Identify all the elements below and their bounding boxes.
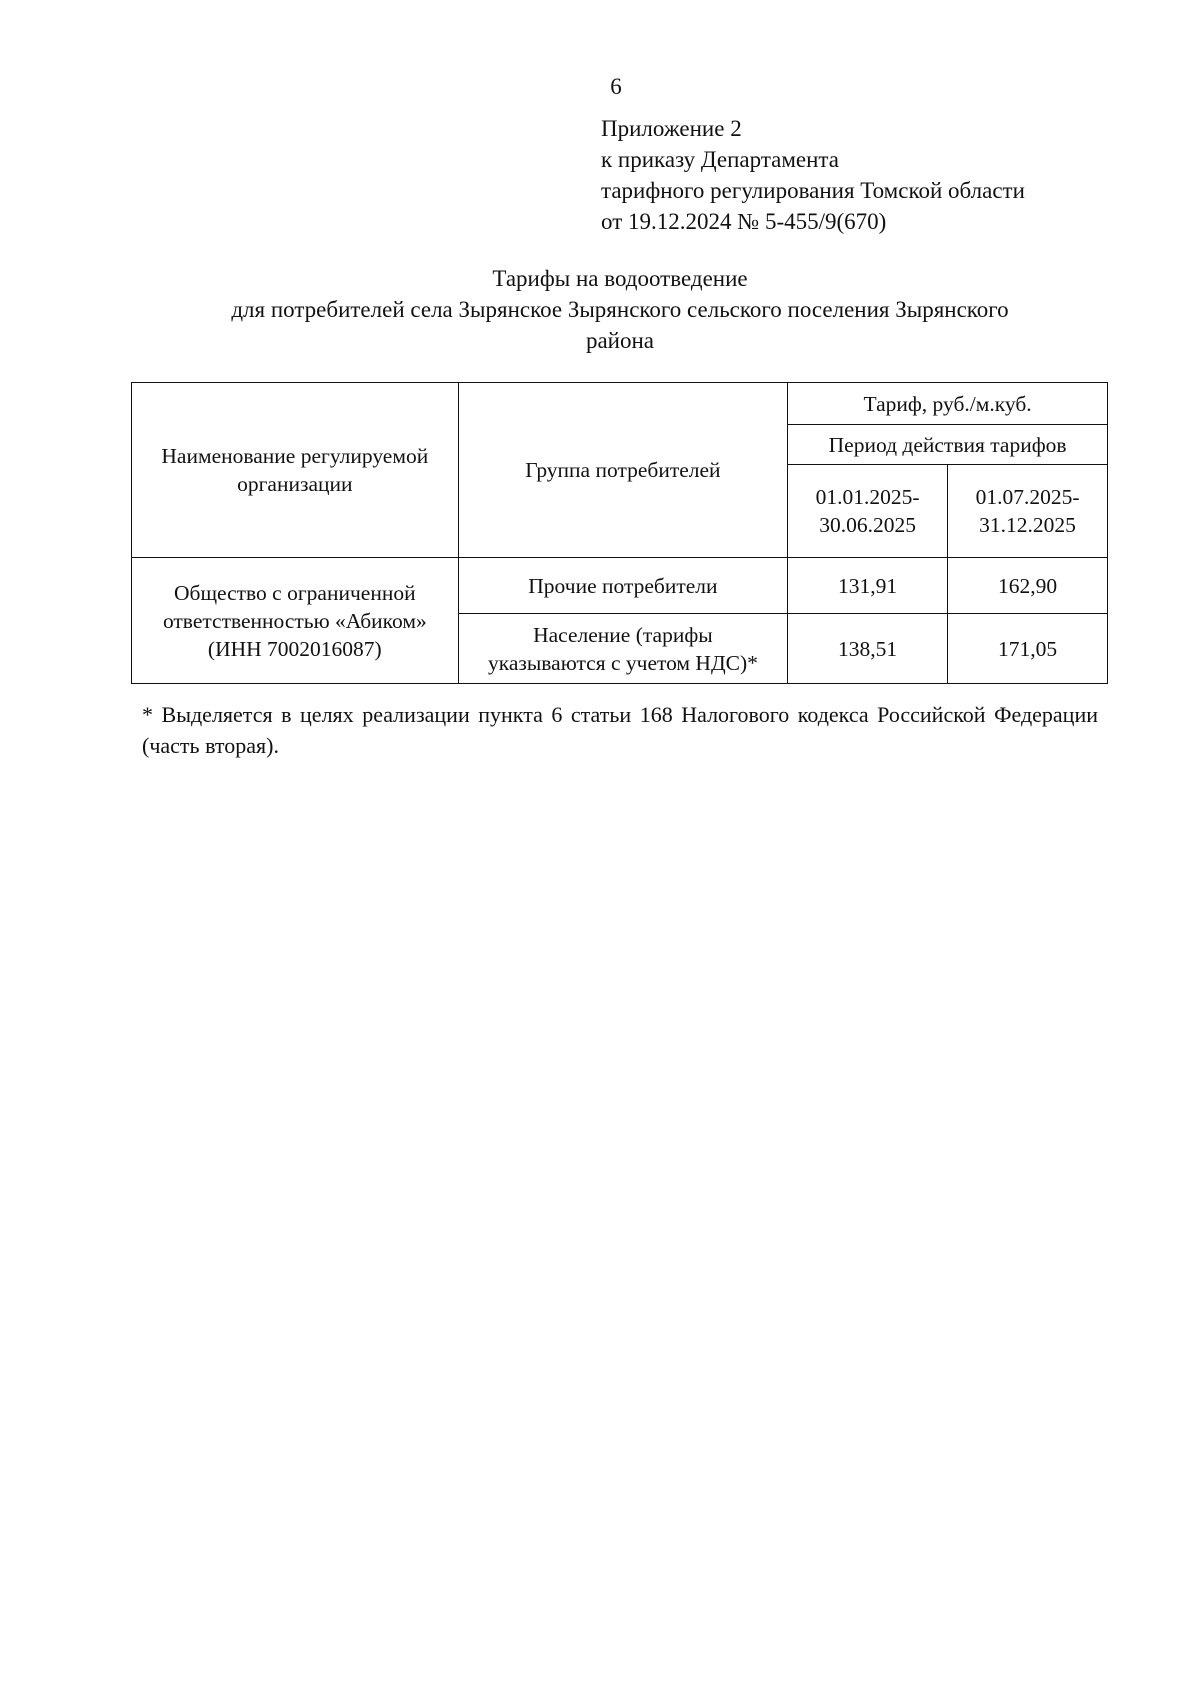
consumer-group-line-2: указываются с учетом НДС)* — [487, 650, 758, 675]
consumer-group-line-1: Прочие потребители — [528, 573, 718, 598]
tariff-period-1-cell: 131,91 — [788, 558, 948, 614]
header-period-2 — [948, 465, 1108, 558]
appendix-line-1: Приложение 2 — [601, 116, 742, 141]
organization-cell — [132, 558, 459, 684]
consumer-group-line-1: Население (тарифы — [533, 622, 713, 647]
consumer-group-cell — [458, 558, 788, 614]
title-line-2: для потребителей села Зырянское Зырянского сельского поселения Зырянского — [231, 297, 1009, 322]
appendix-line-3: тарифного регулирования Томской области — [601, 178, 1025, 203]
header-consumer-group: Группа потребителей — [458, 383, 788, 558]
header-period-1-end: 30.06.2025 — [819, 513, 916, 537]
title-line-1: Тарифы на водоотведение — [492, 266, 748, 291]
header-tariff: Тариф, руб./м.куб. — [788, 383, 1108, 425]
organization-line-2: ответственностью «Абиком» — [162, 608, 427, 633]
header-period: Период действия тарифов — [788, 425, 1108, 465]
header-period-2-end: 31.12.2025 — [979, 513, 1076, 537]
table-row — [132, 558, 1108, 614]
title-line-3: района — [585, 328, 655, 353]
consumer-group-cell — [458, 614, 788, 684]
footnote: * Выделяется в целях реализации пункта 6 статьи 168 Налогового кодекса Российской Федерации (часть вторая). — [142, 702, 1098, 758]
page-number: 6 — [610, 74, 622, 99]
tariff-table — [131, 382, 1108, 684]
header-organization: Наименование регулируемой организации — [132, 383, 459, 558]
appendix-line-4: от 19.12.2024 № 5-455/9(670) — [601, 209, 887, 234]
document-title — [120, 263, 1120, 356]
table-header-row — [132, 383, 1108, 425]
organization-line-1: Общество с ограниченной — [174, 580, 416, 605]
header-period-1 — [788, 465, 948, 558]
appendix-line-2: к приказу Департамента — [601, 147, 839, 172]
header-period-1-start: 01.01.2025- — [815, 485, 920, 509]
tariff-period-2-cell: 171,05 — [948, 614, 1108, 684]
tariff-period-1-cell: 138,51 — [788, 614, 948, 684]
header-period-2-start: 01.07.2025- — [975, 485, 1080, 509]
organization-line-3: (ИНН 7002016087) — [207, 636, 382, 661]
tariff-period-2-cell: 162,90 — [948, 558, 1108, 614]
appendix-header — [601, 113, 1025, 237]
